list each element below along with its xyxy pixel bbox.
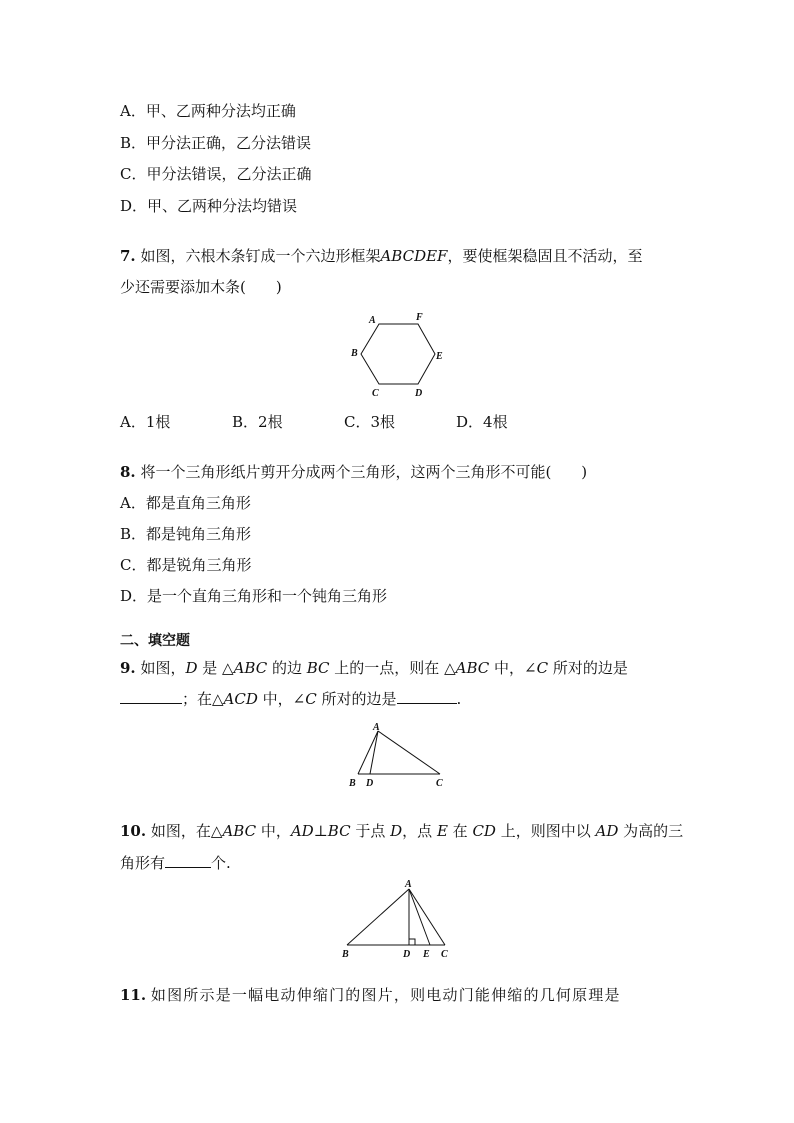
q6-option-c: C．甲分法错误，乙分法正确 [120,165,312,183]
q10-t4: ，点 [402,822,437,840]
q9-t7: ；在△ [182,690,224,708]
q9-t3: 的边 [267,659,307,677]
q10-t3: 于点 [350,822,391,840]
q10-label-c: C [441,949,448,960]
q8-text: 将一个三角形纸片剪开分成两个三角形，这两个三角形不可能( ) [140,463,588,481]
q9-var-abc: ABC [233,659,268,677]
q9-side-ac [378,731,440,774]
q7-stem-line2: 少还需要添加木条( ) [120,278,282,296]
q10-t2: 中， [256,822,291,840]
q10-var-d: D [390,822,403,840]
q9-stem-line1 [120,658,628,678]
q9-t4: 上的一点，则在 △ [329,659,456,677]
q9-var-c2: C [305,690,317,708]
q9-number: 9. [120,659,136,677]
q10-var-ad: AD [595,822,619,840]
q9-t9: 所对的边是 [316,690,397,708]
q10-t9: 个. [211,854,231,872]
q10-var-adbc: AD⊥BC [290,822,351,840]
hexagon-label-a: A [369,315,376,326]
q9-t5: 中，∠ [489,659,537,677]
q9-t10: . [456,690,462,708]
q10-blank[interactable] [165,853,211,868]
q9-var-c: C [536,659,549,677]
q9-label-d: D [366,778,374,789]
q7-text-cont: ，要使框架稳固且不活动，至 [447,247,643,265]
q9-blank-2[interactable] [397,689,457,704]
q8-option-d: D．是一个直角三角形和一个钝角三角形 [120,587,388,605]
q10-var-cd: CD [472,822,496,840]
q10-number: 10. [120,822,147,840]
q10-t1: 如图，在△ [150,822,223,840]
q9-label-b: B [349,778,356,789]
q10-label-d: D [403,949,411,960]
q10-t7: 为高的三 [618,822,684,840]
q9-side-ab [358,731,378,774]
q9-label-c: C [436,778,443,789]
q10-label-a: A [405,879,412,890]
q7-number: 7. [120,247,136,265]
q10-stem-line1 [120,821,683,841]
q10-var-e: E [436,822,448,840]
hexagon-label-b: B [351,348,358,359]
hexagon-label-f: F [416,312,423,323]
q9-var-bc: BC [306,659,330,677]
q9-t8: 中，∠ [257,690,306,708]
q11-text: 如图所示是一幅电动伸缩门的图片，则电动门能伸缩的几何原理是 [150,986,621,1004]
q8-number: 8. [120,463,136,481]
q8-option-c: C．都是锐角三角形 [120,556,252,574]
q6-option-a: A．甲、乙两种分法均正确 [120,102,296,120]
q9-t6: 所对的边是 [548,659,628,677]
q7-options [120,412,508,432]
q10-right-angle-mark [409,939,415,945]
q7-option-b: B．2根 [232,413,283,431]
q9-triangle-figure [340,718,460,793]
hexagon-label-d: D [415,388,423,399]
q9-label-a: A [373,722,380,733]
q9-stem-line2 [120,689,461,709]
q10-side-ab [347,889,409,945]
q6-option-b: B．甲分法正确，乙分法错误 [120,134,312,152]
q7-option-d: D．4根 [456,413,508,431]
q9-var-abc2: ABC [455,659,490,677]
q6-option-d: D．甲、乙两种分法均错误 [120,197,298,215]
q10-var-abc: ABC [222,822,257,840]
q8-stem [120,462,587,482]
q10-label-e: E [423,949,430,960]
q9-blank-1[interactable] [120,689,182,704]
q10-t8: 角形有 [120,854,166,872]
hexagon-label-e: E [436,351,443,362]
q10-stem-line2 [120,853,231,873]
section-heading: 二、填空题 [120,633,190,649]
hexagon-shape [361,324,435,384]
q11-number: 11. [120,986,147,1004]
q7-option-c: C．3根 [344,413,396,431]
q9-t2: 是 △ [197,659,234,677]
q8-option-a: A．都是直角三角形 [120,494,251,512]
q9-var-acd: ACD [223,690,258,708]
q10-t5: 在 [447,822,473,840]
q7-stem-line1 [120,246,642,266]
q8-option-b: B．都是钝角三角形 [120,525,252,543]
q7-hexagon-name: ABCDEF [380,247,448,265]
q7-option-a: A．1根 [120,413,171,431]
hexagon-label-c: C [372,388,379,399]
q9-segment-ad [370,731,378,774]
q10-label-b: B [342,949,349,960]
q11-stem [120,985,621,1005]
q7-text: 如图，六根木条钉成一个六边形框架 [140,247,381,265]
q9-var-d: D [185,659,198,677]
hexagon-figure [340,310,450,400]
q10-t6: 上，则图中以 [495,822,596,840]
q10-triangle-figure [335,875,460,965]
q9-t1: 如图， [140,659,186,677]
